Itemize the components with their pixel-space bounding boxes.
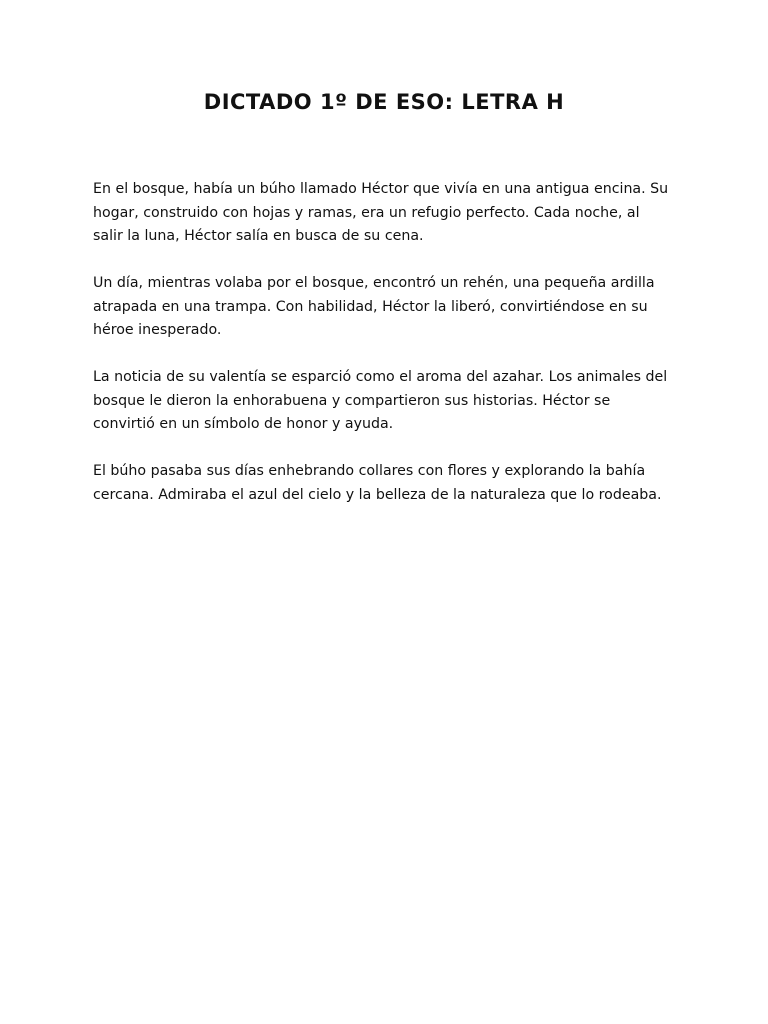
paragraph-1: En el bosque, había un búho llamado Héctor que vivía en una antigua encina. Su hogar, construido con hojas y ramas, era un refugio perfecto. Cada noche, al salir la luna, Héctor salía en busca de su cena. <box>93 181 669 244</box>
paragraph-2: Un día, mientras volaba por el bosque, encontró un rehén, una pequeña ardilla atrapada en una trampa. Con habilidad, Héctor la liberó, convirtiéndose en su héroe inesperado. <box>93 275 655 338</box>
document-title: DICTADO 1º DE ESO: LETRA H <box>203 90 565 114</box>
document-body <box>93 178 673 531</box>
paragraph-3: La noticia de su valentía se esparció como el aroma del azahar. Los animales del bosque le dieron la enhorabuena y compartieron sus historias. Héctor se convirtió en un símbolo de honor y ayuda. <box>93 369 668 432</box>
paragraph-4: El búho pasaba sus días enhebrando collares con flores y explorando la bahía cercana. Admiraba el azul del cielo y la belleza de la naturaleza que lo rodeaba. <box>93 463 662 503</box>
